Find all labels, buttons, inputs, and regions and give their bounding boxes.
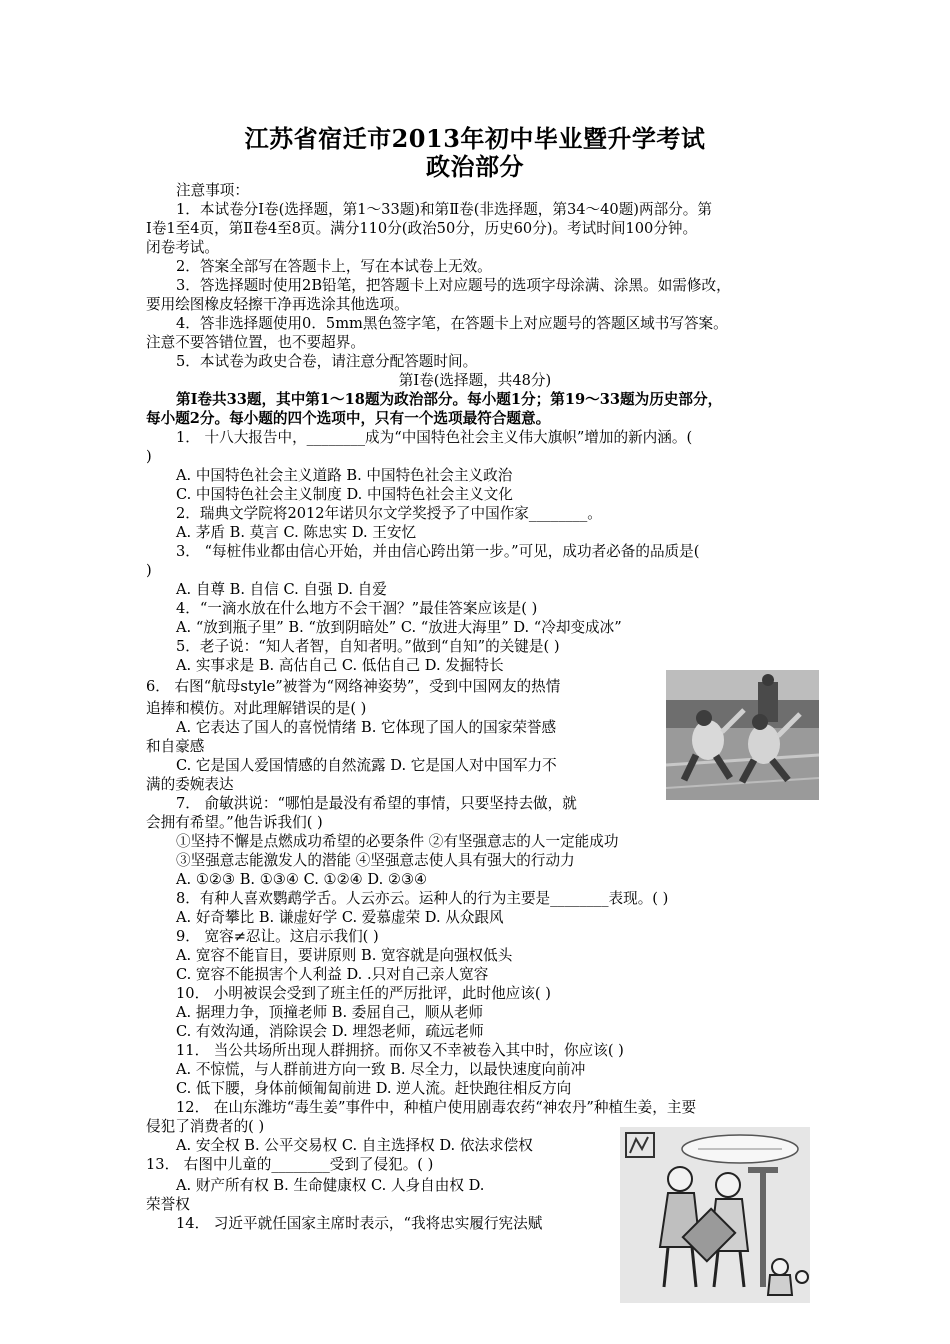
question-10: 10． 小明被误会受到了班主任的严厉批评，此时他应该( ) bbox=[176, 985, 551, 1002]
question-9-options-1: A. 宽容不能盲目，要讲原则 B. 宽容就是向强权低头 bbox=[176, 947, 513, 964]
question-3: 3． “每桩伟业都由信心开始，并由信心跨出第一步。”可见，成功者必备的品质是( bbox=[176, 543, 700, 560]
carrier-style-photo bbox=[666, 670, 819, 800]
question-6-option-ab: A. 它表达了国人的喜悦情绪 B. 它体现了国人的国家荣誉感 bbox=[176, 719, 557, 736]
question-11-options-1: A. 不惊慌，与人群前进方向一致 B. 尽全力，以最快速度向前冲 bbox=[176, 1061, 586, 1078]
question-3-paren: ) bbox=[146, 562, 152, 579]
question-4: 4．“一滴水放在什么地方不会干涸？”最佳答案应该是( ) bbox=[176, 600, 538, 617]
section-desc-a: 第Ⅰ卷共33题，其中第1～18题为政治部分。每小题1分；第19～33题为历史部分， bbox=[176, 391, 723, 408]
section-desc-b: 每小题2分。每小题的四个选项中，只有一个选项最符合题意。 bbox=[146, 410, 551, 427]
question-10-options-1: A. 据理力争，顶撞老师 B. 委屈自己，顺从老师 bbox=[176, 1004, 484, 1021]
question-6a: 6． 右图“航母style”被誉为“网络神姿势”，受到中国网友的热情 bbox=[146, 678, 561, 695]
exam-title: 江苏省宿迁市2013年初中毕业暨升学考试 bbox=[244, 124, 706, 153]
question-2: 2．瑞典文学院将2012年诺贝尔文学奖授予了中国作家________。 bbox=[176, 505, 602, 522]
question-1-options-2: C. 中国特色社会主义制度 D. 中国特色社会主义文化 bbox=[176, 486, 513, 503]
question-2-options: A. 茅盾 B. 莫言 C. 陈忠实 D. 王安忆 bbox=[176, 524, 417, 541]
question-11: 11． 当公共场所出现人群拥挤。而你又不幸被卷入其中时，你应该( ) bbox=[176, 1042, 624, 1059]
question-12b: 侵犯了消费者的( ) bbox=[146, 1118, 265, 1135]
notice-item-4a: 4．答非选择题使用0．5mm黑色签字笔，在答题卡上对应题号的答题区域书写答案。 bbox=[176, 315, 728, 332]
question-5: 5．老子说：“知人者智，自知者明。”做到“自知”的关键是( ) bbox=[176, 638, 560, 655]
question-1-options-1: A. 中国特色社会主义道路 B. 中国特色社会主义政治 bbox=[176, 467, 513, 484]
notice-heading: 注意事项： bbox=[176, 182, 249, 199]
question-12a: 12． 在山东潍坊“毒生姜”事件中，种植户使用剧毒农药“神农丹”种植生姜，主要 bbox=[176, 1099, 697, 1116]
question-9-options-2: C. 宽容不能损害个人利益 D. .只对自己亲人宽容 bbox=[176, 966, 489, 983]
question-6-option-cd-cont: 满的委婉表达 bbox=[146, 776, 234, 793]
question-7b: 会拥有希望。”他告诉我们( ) bbox=[146, 814, 323, 831]
question-12-options: A. 安全权 B. 公平交易权 C. 自主选择权 D. 依法求偿权 bbox=[176, 1137, 533, 1154]
question-8-options: A. 好奇攀比 B. 谦虚好学 C. 爱慕虚荣 D. 从众跟风 bbox=[176, 909, 504, 926]
question-5-options: A. 实事求是 B. 高估自己 C. 低估自己 D. 发掘特长 bbox=[176, 657, 504, 674]
notice-item-2: 2．答案全部写在答题卡上，写在本试卷上无效。 bbox=[176, 258, 492, 275]
question-1: 1． 十八大报告中，________成为“中国特色社会主义伟大旗帜”增加的新内涵。( bbox=[176, 429, 693, 446]
question-13-options-cont: 荣誉权 bbox=[146, 1196, 190, 1213]
question-7a: 7． 俞敏洪说：“哪怕是最没有希望的事情，只要坚持去做，就 bbox=[176, 795, 577, 812]
notice-item-3a: 3．答选择题时使用2B铅笔，把答题卡上对应题号的选项字母涂满、涂黑。如需修改， bbox=[176, 277, 731, 294]
question-4-options: A. “放到瓶子里” B. “放到阴暗处” C. “放进大海里” D. “冷却变成冰” bbox=[176, 619, 622, 636]
question-8: 8．有种人喜欢鹦鹉学舌。人云亦云。运种人的行为主要是________表现。( ) bbox=[176, 890, 669, 907]
notice-item-1c: 闭卷考试。 bbox=[146, 239, 219, 256]
question-10-options-2: C. 有效沟通，消除误会 D. 埋怨老师，疏远老师 bbox=[176, 1023, 484, 1040]
notice-item-5: 5．本试卷为政史合卷，请注意分配答题时间。 bbox=[176, 353, 478, 370]
exam-subtitle: 政治部分 bbox=[426, 152, 524, 181]
question-6-option-cd: C. 它是国人爱国情感的自然流露 D. 它是国人对中国军力不 bbox=[176, 757, 557, 774]
question-14: 14． 习近平就任国家主席时表示，“我将忠实履行宪法赋 bbox=[176, 1215, 543, 1232]
question-7-options: A. ①②③ B. ①③④ C. ①②④ D. ②③④ bbox=[176, 871, 428, 888]
section-heading: 第Ⅰ卷(选择题，共48分) bbox=[398, 372, 552, 389]
notice-item-1a: 1．本试卷分Ⅰ卷(选择题，第1～33题)和第Ⅱ卷(非选择题，第34～40题)两部分。第 bbox=[176, 201, 712, 218]
notice-item-3b: 要用绘图橡皮轻擦干净再选涂其他选项。 bbox=[146, 296, 409, 313]
question-6-option-ab-cont: 和自豪感 bbox=[146, 738, 205, 755]
question-6b: 追捧和模仿。对此理解错误的是( ) bbox=[146, 700, 367, 717]
question-1-paren: ) bbox=[146, 448, 152, 465]
question-11-options-2: C. 低下腰，身体前倾匍匐前进 D. 逆人流。赶快跑往相反方向 bbox=[176, 1080, 572, 1097]
question-3-options: A. 自尊 B. 自信 C. 自强 D. 自爱 bbox=[176, 581, 387, 598]
question-9: 9． 宽容≠忍让。这启示我们( ) bbox=[176, 928, 379, 945]
notice-item-4b: 注意不要答错位置，也不要超界。 bbox=[146, 334, 365, 351]
question-13-options: A. 财产所有权 B. 生命健康权 C. 人身自由权 D. bbox=[176, 1177, 485, 1194]
notice-item-1b: Ⅰ卷1至4页，第Ⅱ卷4至8页。满分110分(政治50分，历史60分)。考试时间100分钟。 bbox=[146, 220, 698, 237]
cartoon-image bbox=[620, 1127, 810, 1303]
question-13: 13． 右图中儿童的________受到了侵犯。( ) bbox=[146, 1156, 434, 1173]
question-7-statements-1: ①坚持不懈是点燃成功希望的必要条件 ②有坚强意志的人一定能成功 bbox=[176, 833, 619, 850]
question-7-statements-2: ③坚强意志能激发人的潜能 ④坚强意志使人具有强大的行动力 bbox=[176, 852, 575, 869]
